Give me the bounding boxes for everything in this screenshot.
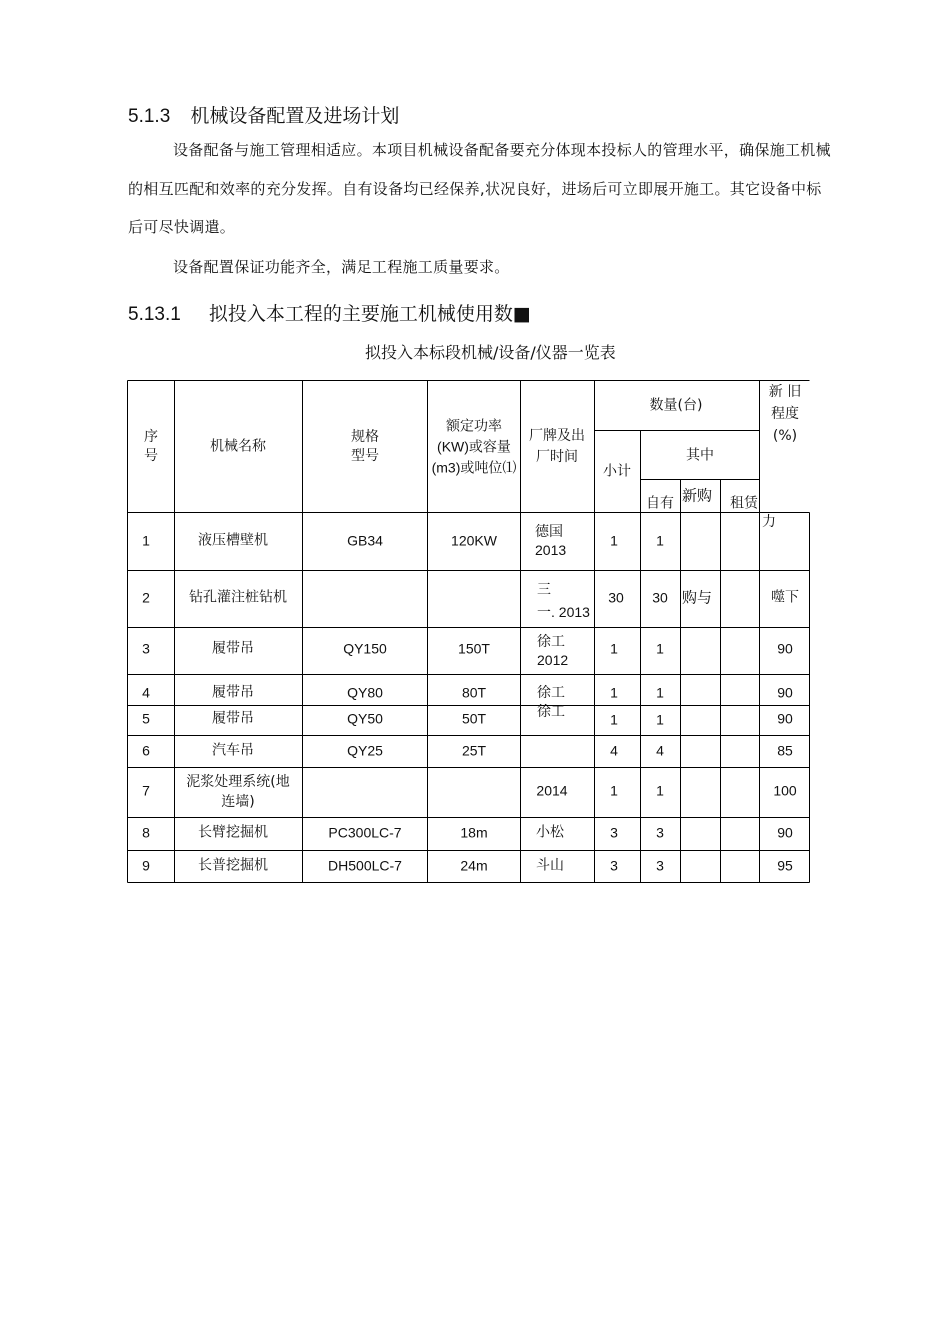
section-5131-title: 拟投入本工程的主要施工机械使用数■ (208, 303, 531, 325)
cell-subtotal: 1 (610, 684, 618, 701)
paragraph-1-line-2: 的相互匹配和效率的充分发挥。自有设备均已经保养,状况良好，进场后可立即展开施工。其它设备中标 (128, 180, 822, 198)
cell-spec: QY80 (347, 684, 383, 701)
cell-seq: 9 (142, 857, 150, 874)
cell-condition: 力 (762, 514, 776, 530)
cell-seq: 2 (142, 589, 150, 606)
header-subtotal: 小计 (603, 463, 631, 480)
paragraph-1-line-1: 设备配备与施工管理相适应。本项目机械设备配备要充分体现本投标人的管理水平，确保施工机械 (173, 141, 831, 159)
cell-name: 钻孔灌注桩钻机 (189, 589, 287, 606)
cell-own: 1 (656, 782, 664, 799)
cell-spec: GB34 (347, 532, 383, 549)
section-513-heading (128, 101, 399, 128)
cell-subtotal: 3 (610, 824, 618, 841)
paragraph-1-line-3: 后可尽快调遣。 (128, 218, 236, 236)
table-caption: 拟投入本标段机械/设备/仪器一览表 (365, 343, 616, 362)
paragraph-2: 设备配置保证功能齐全，满足工程施工质量要求。 (173, 258, 510, 276)
cell-subtotal: 1 (610, 640, 618, 657)
cell-own: 1 (656, 684, 664, 701)
header-rent: 租赁 (730, 495, 758, 512)
header-own: 自有 (646, 495, 674, 512)
cell-condition: 85 (777, 742, 793, 759)
cell-spec: QY150 (343, 640, 387, 657)
cell-power: 80T (461, 684, 487, 701)
header-new-buy: 新购 (681, 486, 713, 505)
cell-maker: 徐工 (537, 704, 565, 720)
cell-condition: 95 (777, 857, 793, 874)
cell-spec: QY25 (347, 742, 383, 759)
cell-condition: 100 (773, 782, 797, 799)
cell-power: 50T (461, 710, 487, 727)
header-name: 机械名称 (210, 438, 266, 455)
cell-seq: 7 (142, 782, 150, 799)
cell-maker: 小松 (536, 824, 564, 841)
cell-power: 120KW (451, 532, 497, 549)
header-power: 额定功率 (KW)或容量 (m3)或吨位⑴ (431, 417, 517, 476)
cell-maker: 徐工 2012 (537, 633, 569, 668)
header-condition: 新 旧 程度 (%) (768, 384, 802, 444)
cell-seq: 1 (142, 532, 150, 549)
cell-power: 25T (461, 742, 487, 759)
section-5131-heading (128, 299, 531, 326)
header-seq: 序 号 (144, 429, 158, 464)
cell-own: 3 (656, 824, 664, 841)
cell-maker: 三 一. 2013 (537, 581, 590, 620)
cell-seq: 6 (142, 742, 150, 759)
cell-maker: 2014 (536, 782, 568, 799)
cell-own: 1 (656, 640, 664, 657)
cell-spec: DH500LC-7 (328, 857, 402, 874)
cell-condition: 90 (777, 640, 793, 657)
cell-condition: 90 (777, 824, 793, 841)
header-qty: 数量(台) (649, 397, 703, 414)
section-513-number: 5.1.3 (128, 106, 171, 127)
cell-subtotal: 1 (610, 711, 618, 728)
cell-maker: 斗山 (536, 857, 564, 874)
header-spec: 规格 型号 (351, 429, 379, 464)
cell-seq: 8 (142, 824, 150, 841)
cell-name: 长臂挖掘机 (198, 824, 268, 841)
cell-subtotal: 3 (610, 857, 618, 874)
cell-new-buy: 购与 (681, 588, 713, 607)
header-among: 其中 (686, 447, 714, 464)
cell-name: 液压槽壁机 (198, 532, 268, 549)
cell-subtotal: 30 (608, 589, 624, 606)
cell-subtotal: 1 (610, 532, 618, 549)
cell-name: 履带吊 (212, 640, 254, 657)
cell-power: 18m (460, 824, 488, 841)
cell-name: 履带吊 (212, 710, 254, 727)
cell-spec: PC300LC-7 (328, 824, 402, 841)
cell-own: 4 (656, 742, 664, 759)
cell-condition: 90 (777, 710, 793, 727)
header-maker: 厂牌及出 厂时间 (529, 428, 585, 465)
cell-own: 30 (652, 589, 668, 606)
cell-condition: 噬下 (771, 589, 799, 606)
cell-seq: 3 (142, 640, 150, 657)
section-513-title: 机械设备配置及进场计划 (190, 105, 400, 127)
cell-seq: 4 (142, 684, 150, 701)
cell-seq: 5 (142, 710, 150, 727)
cell-name: 汽车吊 (212, 742, 254, 759)
cell-maker: 徐工 (537, 685, 565, 701)
cell-condition: 90 (777, 684, 793, 701)
cell-own: 3 (656, 857, 664, 874)
cell-maker: 德国 2013 (535, 523, 567, 558)
cell-name: 泥浆处理系统(地 连墙) (186, 774, 290, 810)
cell-own: 1 (656, 532, 664, 549)
cell-subtotal: 1 (610, 782, 618, 799)
cell-name: 长普挖掘机 (198, 857, 268, 874)
section-5131-number: 5.13.1 (128, 304, 181, 325)
cell-name: 履带吊 (212, 684, 254, 701)
cell-spec: QY50 (347, 710, 383, 727)
cell-power: 24m (460, 857, 488, 874)
cell-subtotal: 4 (610, 742, 618, 759)
cell-power: 150T (458, 640, 490, 657)
cell-own: 1 (656, 711, 664, 728)
